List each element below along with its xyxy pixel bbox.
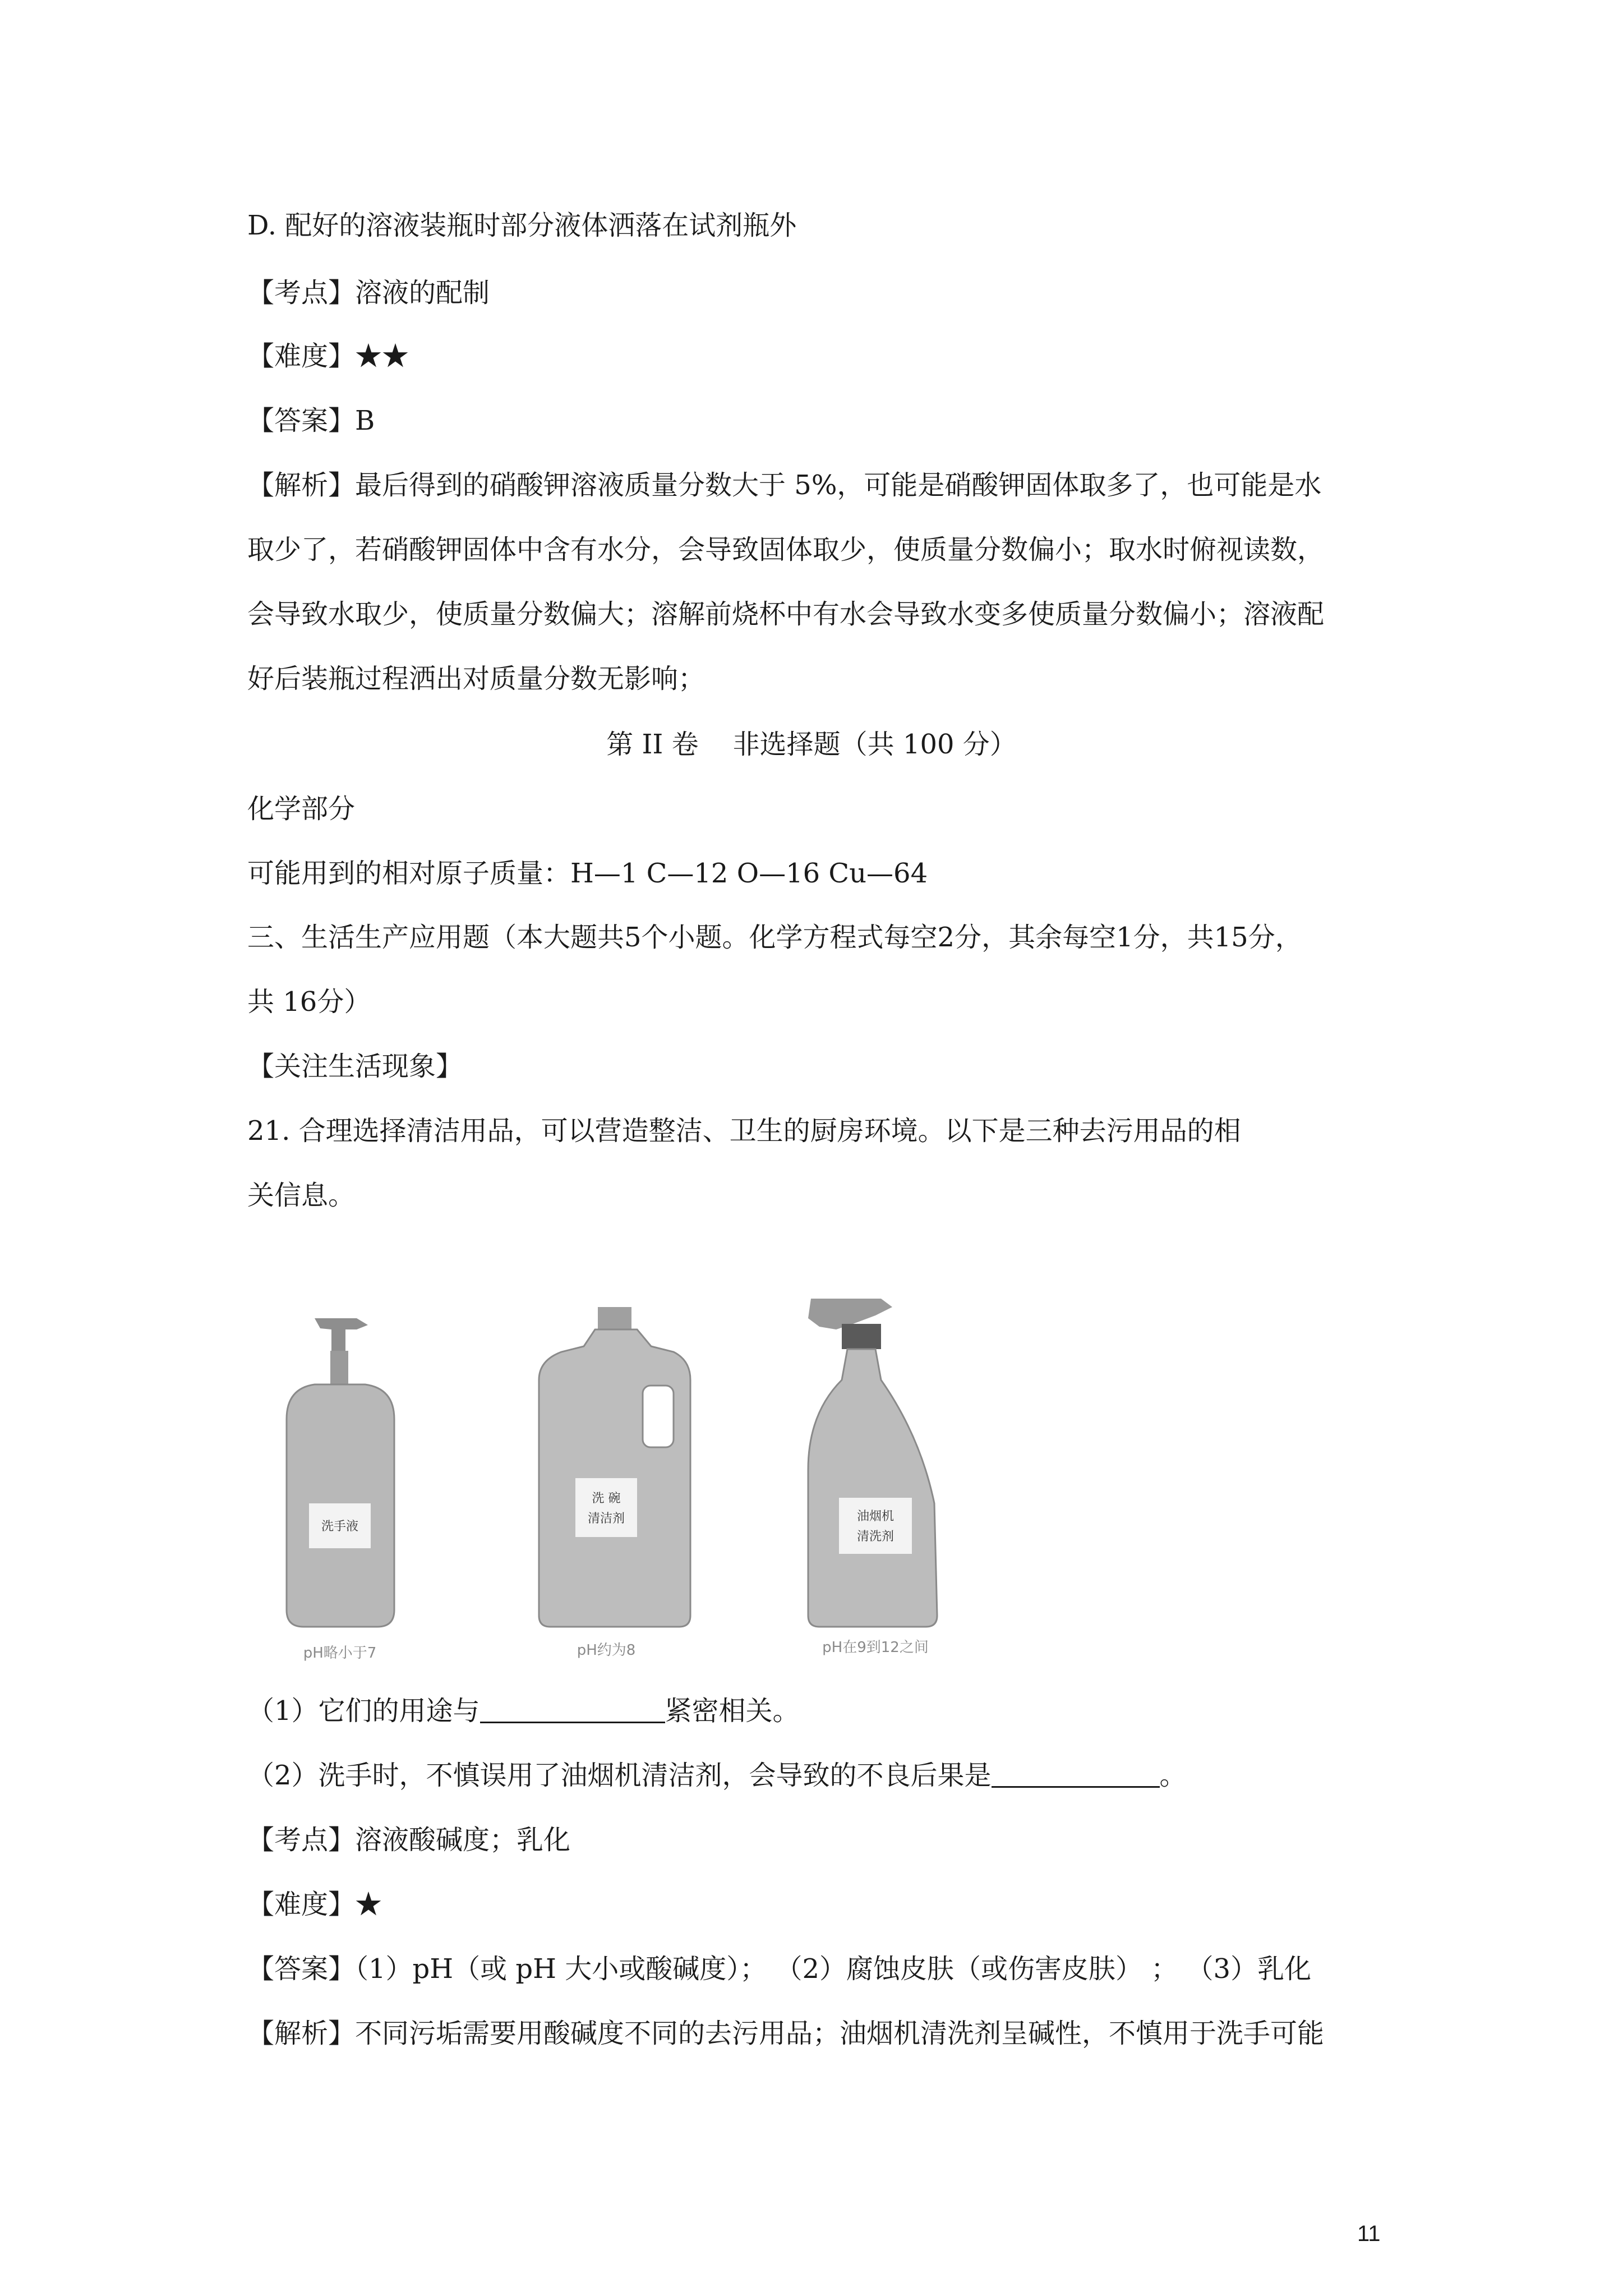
hand-soap-bottle (287, 1318, 394, 1662)
atomic-mass-line: 可能用到的相对原子质量：H—1 C—12 O—16 Cu—64 (247, 858, 928, 889)
q21-sub1 (247, 1694, 800, 1728)
q20-kaodian (247, 276, 490, 310)
q20-nandu (247, 339, 409, 373)
kaodian-label: 【考点】 (247, 277, 356, 309)
q20-jiexi-line1 (247, 468, 1321, 502)
kaodian-text: 溶液酸碱度；乳化 (355, 1824, 571, 1856)
q21-sub2-suffix: 。 (1159, 1760, 1187, 1791)
q21-kaodian (247, 1823, 570, 1857)
kaodian-text: 溶液的配制 (355, 277, 490, 309)
cleaning-products-figure (247, 1290, 1061, 1683)
answer-text: B (355, 405, 375, 436)
q20-jiexi-line4: 好后装瓶过程洒出对质量分数无影响； (247, 663, 706, 694)
q21-nandu (247, 1888, 382, 1921)
page-number: 11 (1357, 2221, 1381, 2246)
part3-heading-line1: 三、生活生产应用题（本大题共5个小题。化学方程式每空2分，其余每空1分，共15分， (247, 922, 1302, 953)
dish-detergent-ph-caption: pH约为8 (577, 1642, 636, 1659)
hand-soap-label: 洗手液 (321, 1520, 359, 1534)
jiexi-text: 不同污垢需要用酸碱度不同的去污用品；油烟机清洗剂呈碱性，不慎用于洗手可能 (355, 2018, 1325, 2049)
dish-detergent-label-line1: 洗 碗 (592, 1492, 621, 1506)
hand-soap-ph-caption: pH略小于7 (303, 1645, 377, 1662)
q21-stem-line1: 21. 合理选择清洁用品，可以营造整洁、卫生的厨房环境。以下是三种去污用品的相 (247, 1115, 1241, 1147)
answer-blank-1[interactable] (480, 1697, 665, 1723)
q21-sub1-prefix: （1）它们的用途与 (247, 1695, 480, 1727)
option-d: D. 配好的溶液装瓶时部分液体洒落在试剂瓶外 (247, 210, 797, 241)
nandu-label: 【难度】 (247, 1889, 356, 1920)
section-title: 第 II 卷 非选择题（共 100 分） (606, 729, 1017, 760)
kaodian-label: 【考点】 (247, 1824, 356, 1856)
jiexi-text: 最后得到的硝酸钾溶液质量分数大于 5%，可能是硝酸钾固体取多了，也可能是水 (355, 470, 1322, 501)
q20-jiexi-line2: 取少了，若硝酸钾固体中含有水分，会导致固体取少，使质量分数偏小；取水时俯视读数， (247, 534, 1325, 565)
difficulty-stars: ★ (355, 1889, 382, 1920)
daan-label: 【答案】 (247, 1953, 356, 1985)
answer-blank-2[interactable] (992, 1761, 1160, 1788)
dish-detergent-bottle (539, 1307, 690, 1659)
q21-sub2 (247, 1759, 1187, 1792)
chem-part-heading: 化学部分 (247, 793, 356, 825)
range-hood-cleaner-spray (808, 1299, 937, 1656)
dish-detergent-label-line2: 清洁剂 (587, 1512, 625, 1526)
range-hood-ph-caption: pH在9到12之间 (822, 1639, 929, 1656)
q21-daan (247, 1952, 1311, 1986)
range-hood-label-line2: 清洗剂 (856, 1530, 895, 1544)
answer-text: （1）pH（或 pH 大小或酸碱度）； （2）腐蚀皮肤（或伤害皮肤） ； （3）乳化 (355, 1953, 1312, 1985)
jiexi-label: 【解析】 (247, 470, 356, 501)
daan-label: 【答案】 (247, 405, 356, 436)
range-hood-label-line1: 油烟机 (856, 1510, 895, 1524)
q21-stem-line2: 关信息。 (247, 1180, 356, 1211)
jiexi-label: 【解析】 (247, 2018, 356, 2049)
part3-heading-line2: 共 16分） (247, 986, 371, 1018)
q20-jiexi-line3: 会导致水取少，使质量分数偏大；溶解前烧杯中有水会导致水变多使质量分数偏小；溶液配 (247, 599, 1325, 630)
q20-daan (247, 404, 375, 438)
difficulty-stars: ★★ (355, 341, 409, 372)
q21-sub1-suffix: 紧密相关。 (665, 1695, 800, 1727)
q21-jiexi (247, 2017, 1324, 2050)
q21-sub2-prefix: （2）洗手时，不慎误用了油烟机清洁剂，会导致的不良后果是 (247, 1760, 992, 1791)
focus-heading: 【关注生活现象】 (247, 1051, 463, 1082)
nandu-label: 【难度】 (247, 341, 356, 372)
